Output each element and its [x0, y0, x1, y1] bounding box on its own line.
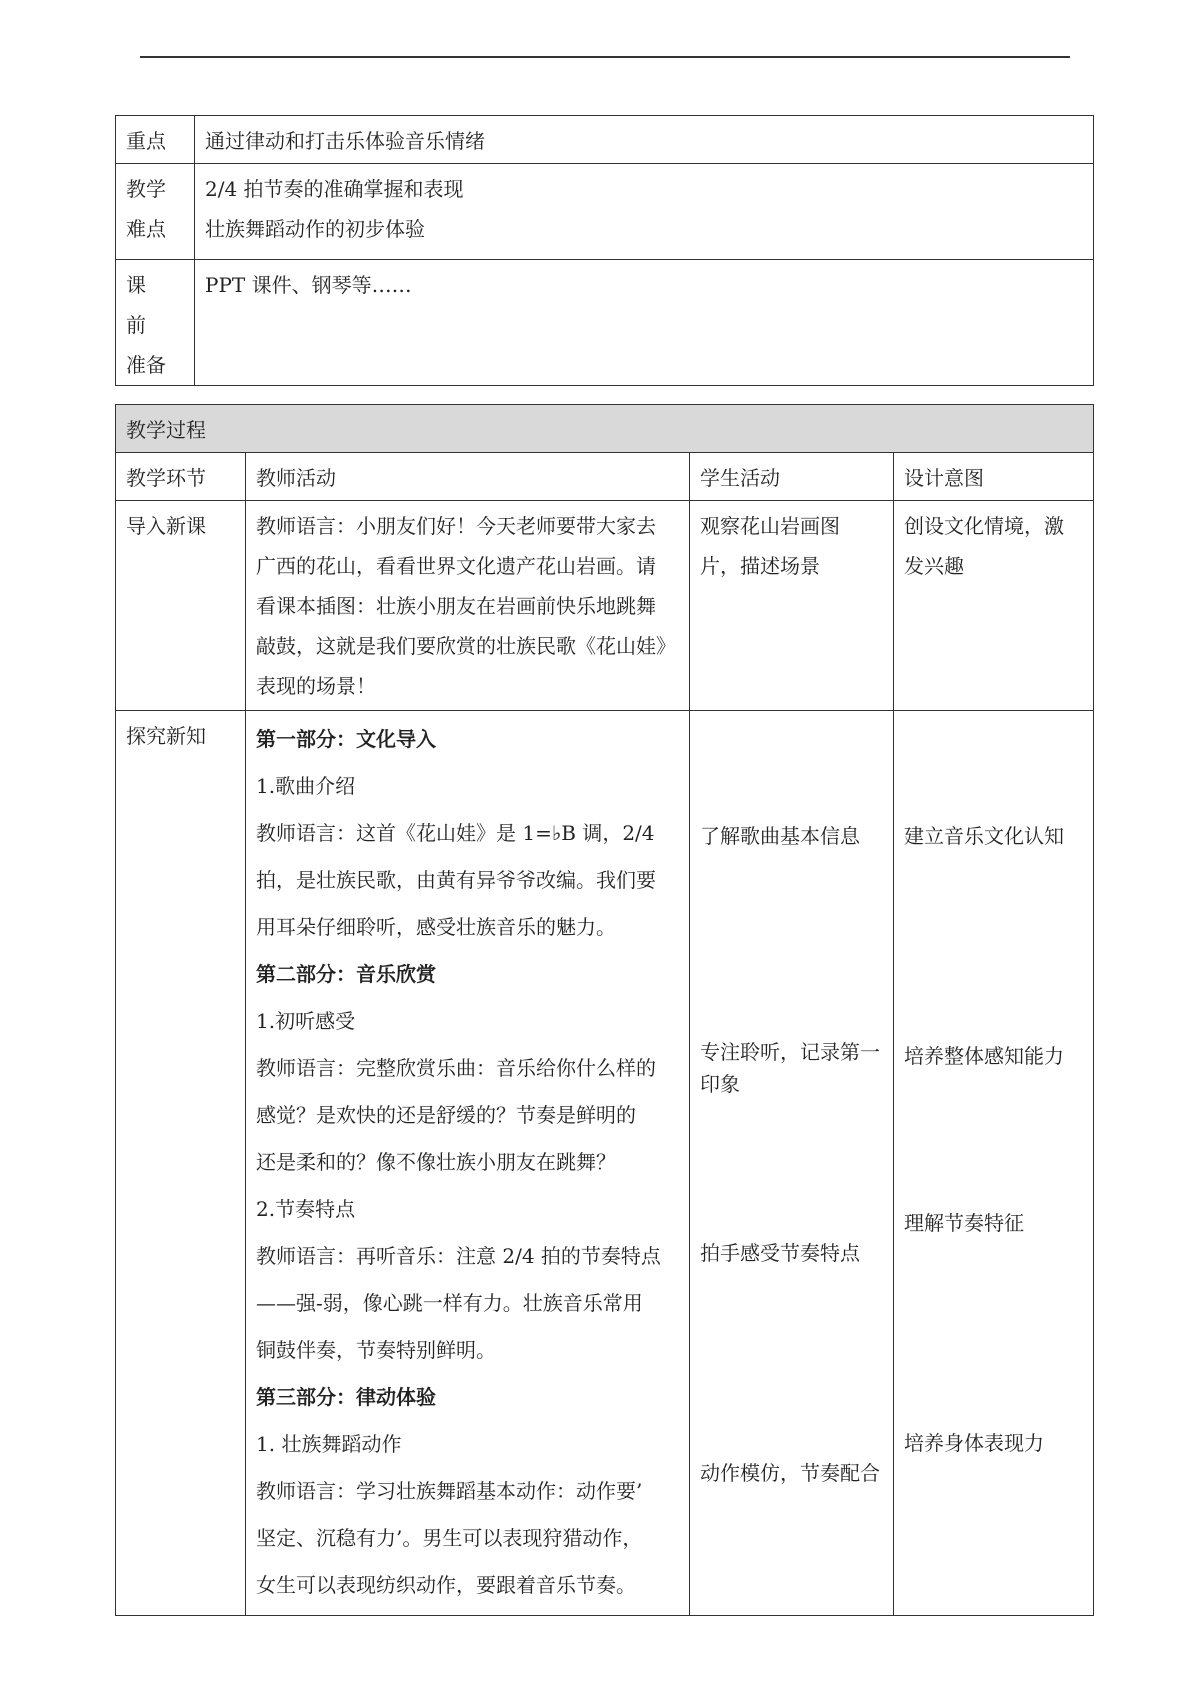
- difficulty-row: [116, 164, 1094, 260]
- explore-teacher-activity: 第一部分：文化导入 1.歌曲介绍 教师语言：这首《花山娃》是 1=♭B 调，2/4 拍，是壮族民歌，由黄有异爷爷改编。我们要 用耳朵仔细聆听，感受壮族音乐的魅力。 第二部分：音乐欣赏 1.初听感受 教师语言：完整欣赏乐曲：音乐给你什么样的 感觉？是欢快的还是舒缓的？节奏是鲜明的 还是柔和的？像不像壮族小朋友在跳舞？ 2.节奏特点 教师语言：再听音乐：注意 2/4 拍的节奏特点 ——强-弱，像心跳一样有力。壮族音乐常用 铜鼓伴奏，节奏特别鲜明。 第三部分：律动体验 1. 壮族舞蹈动作 教师语言：学习壮族舞蹈基本动作：动作要’ 坚定、沉稳有力’。男生可以表现狩猎动作， 女生可以表现纺织动作，要跟着音乐节奏。: [246, 711, 690, 1616]
- explore-stage: 探究新知: [116, 711, 246, 1616]
- header-student: 学生活动: [690, 453, 894, 501]
- intent-note-1: 建立音乐文化认知: [904, 824, 1064, 848]
- intro-row: [116, 501, 1094, 711]
- intent-note-3: 理解节奏特征: [904, 1211, 1024, 1235]
- student-note-3: 拍手感受节奏特点: [700, 1241, 860, 1265]
- process-title: 教学过程: [116, 405, 1094, 453]
- lesson-info-table: [115, 115, 1094, 386]
- intent-note-2: 培养整体感知能力: [904, 1044, 1064, 1068]
- focus-text: 通过律动和打击乐体验音乐情绪: [195, 116, 1094, 164]
- student-note-2: 专注聆听，记录第一 印象: [700, 1040, 880, 1096]
- teaching-process-table: [115, 404, 1094, 1616]
- process-title-row: [116, 405, 1094, 453]
- prep-text: PPT 课件、钢琴等……: [195, 260, 1094, 386]
- explore-student-activity: [690, 711, 894, 1616]
- header-rule: [140, 56, 1070, 58]
- explore-row: [116, 711, 1094, 1616]
- intro-stage: 导入新课: [116, 501, 246, 711]
- difficulty-text: 2/4 拍节奏的准确掌握和表现 壮族舞蹈动作的初步体验: [195, 164, 1094, 260]
- intro-student-activity: 观察花山岩画图 片，描述场景: [690, 501, 894, 711]
- difficulty-label: 教学 难点: [116, 164, 195, 260]
- student-note-1: 了解歌曲基本信息: [700, 824, 860, 848]
- prep-row: [116, 260, 1094, 386]
- part3-title: 第三部分：律动体验: [256, 1385, 436, 1409]
- student-note-4: 动作模仿，节奏配合: [700, 1461, 880, 1485]
- focus-label: 重点: [116, 116, 195, 164]
- part1-title: 第一部分：文化导入: [256, 727, 436, 751]
- intro-design-intent: 创设文化情境，激 发兴趣: [894, 501, 1094, 711]
- explore-design-intent: [894, 711, 1094, 1616]
- intro-teacher-activity: 教师语言：小朋友们好！今天老师要带大家去 广西的花山，看看世界文化遗产花山岩画。请 看课本插图：壮族小朋友在岩画前快乐地跳舞 敲鼓，这就是我们要欣赏的壮族民歌《花山娃》 表现的场景！: [246, 501, 690, 711]
- part2-title: 第二部分：音乐欣赏: [256, 962, 436, 986]
- header-teacher: 教师活动: [246, 453, 690, 501]
- focus-row: [116, 116, 1094, 164]
- header-stage: 教学环节: [116, 453, 246, 501]
- header-intent: 设计意图: [894, 453, 1094, 501]
- intent-note-4: 培养身体表现力: [904, 1431, 1044, 1455]
- process-header-row: [116, 453, 1094, 501]
- prep-label: 课 前 准备: [116, 260, 195, 386]
